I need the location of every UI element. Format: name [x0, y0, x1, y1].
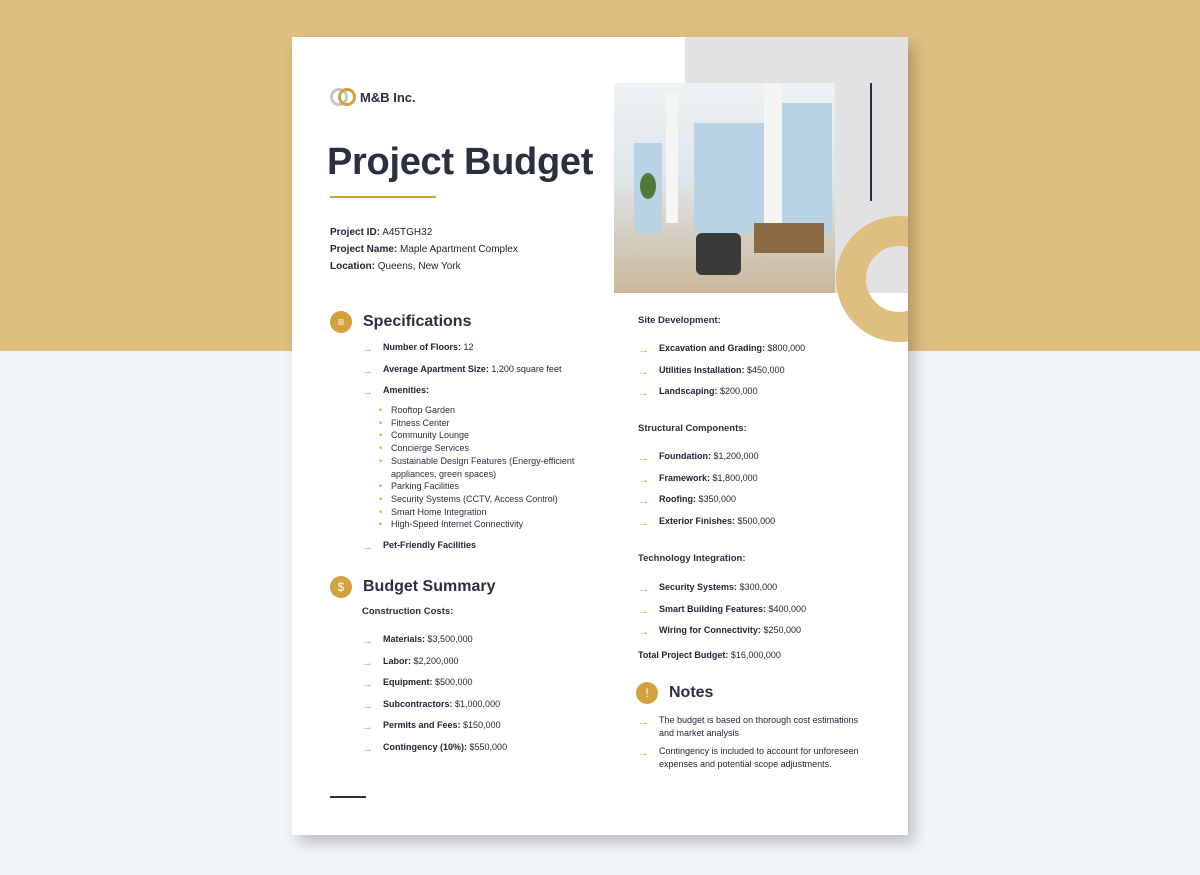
technology-integration-list	[638, 581, 806, 646]
exclamation-icon: !	[636, 682, 658, 704]
construction-costs-heading: Construction Costs:	[362, 606, 454, 617]
list-item: → Foundation: $1,200,000	[638, 450, 775, 472]
note-item: → Contingency is included to account for unforeseen expenses and potential scope adjustments.	[638, 745, 869, 771]
amenity-item: • Smart Home Integration	[379, 506, 579, 519]
amenity-item: • High-Speed Internet Connectivity	[379, 518, 579, 531]
notes-list	[638, 714, 869, 776]
brand-logo	[330, 88, 416, 106]
notes-header	[636, 682, 713, 704]
list-icon: ≡	[330, 311, 352, 333]
window-pane	[694, 123, 764, 233]
office-photo	[614, 83, 835, 293]
brand-name: M&B Inc.	[360, 89, 416, 105]
notes-heading: Notes	[669, 684, 714, 701]
list-item: → Pet-Friendly Facilities	[362, 539, 476, 561]
specifications-header	[330, 311, 471, 333]
amenity-item: • Fitness Center	[379, 417, 579, 430]
amenity-item: • Parking Facilities	[379, 480, 579, 493]
desk	[754, 223, 824, 253]
armchair	[696, 233, 741, 275]
amenity-item: • Security Systems (CCTV, Access Control)	[379, 493, 579, 506]
money-bag-icon: $	[330, 576, 352, 598]
construction-costs-list	[362, 633, 507, 762]
specifications-heading: Specifications	[363, 313, 472, 330]
list-item: → Contingency (10%): $550,000	[362, 741, 507, 763]
column	[666, 93, 678, 223]
site-development-list	[638, 342, 805, 407]
list-item: → Roofing: $350,000	[638, 493, 775, 515]
site-development-heading: Site Development:	[638, 315, 721, 326]
total-project-budget: Total Project Budget: $16,000,000	[638, 650, 781, 660]
title-underline	[330, 196, 436, 198]
plant	[640, 173, 656, 199]
project-location: Location: Queens, New York	[330, 261, 461, 272]
list-item: → Wiring for Connectivity: $250,000	[638, 624, 806, 646]
decor-vertical-line	[870, 83, 872, 201]
list-item: → Average Apartment Size: 1,200 square feet	[362, 363, 561, 385]
budget-summary-heading: Budget Summary	[363, 578, 496, 595]
structural-components-list	[638, 450, 775, 536]
budget-summary-header	[330, 576, 495, 598]
page-title: Project Budget	[327, 141, 594, 183]
list-item: → Utilities Installation: $450,000	[638, 364, 805, 386]
list-item: → Number of Floors: 12	[362, 341, 561, 363]
list-item: → Equipment: $500,000	[362, 676, 507, 698]
logo-rings-icon	[330, 88, 356, 106]
amenities-list	[379, 404, 579, 531]
list-item: → Landscaping: $200,000	[638, 385, 805, 407]
list-item: → Subcontractors: $1,000,000	[362, 698, 507, 720]
specifications-list	[362, 341, 561, 406]
list-item: → Labor: $2,200,000	[362, 655, 507, 677]
amenity-item: • Concierge Services	[379, 442, 579, 455]
structural-components-heading: Structural Components:	[638, 423, 747, 434]
footer-rule	[330, 796, 366, 798]
amenity-item: • Rooftop Garden	[379, 404, 579, 417]
note-item: → The budget is based on thorough cost estimations and market analysis	[638, 714, 869, 740]
list-item: → Amenities:	[362, 384, 561, 406]
amenity-item: • Community Lounge	[379, 429, 579, 442]
project-name: Project Name: Maple Apartment Complex	[330, 244, 518, 255]
technology-integration-heading: Technology Integration:	[638, 553, 746, 564]
list-item: → Smart Building Features: $400,000	[638, 603, 806, 625]
document-page	[292, 37, 908, 835]
list-item: → Exterior Finishes: $500,000	[638, 515, 775, 537]
list-item: → Materials: $3,500,000	[362, 633, 507, 655]
project-info	[330, 224, 518, 275]
list-item: → Security Systems: $300,000	[638, 581, 806, 603]
column	[764, 83, 782, 233]
project-id: Project ID: A45TGH32	[330, 227, 433, 238]
list-item: → Permits and Fees: $150,000	[362, 719, 507, 741]
list-item: → Excavation and Grading: $800,000	[638, 342, 805, 364]
list-item: → Framework: $1,800,000	[638, 472, 775, 494]
specifications-list-bottom	[362, 539, 476, 561]
amenity-item: • Sustainable Design Features (Energy-efficient appliances, green spaces)	[379, 455, 579, 480]
window-pane	[782, 103, 832, 233]
